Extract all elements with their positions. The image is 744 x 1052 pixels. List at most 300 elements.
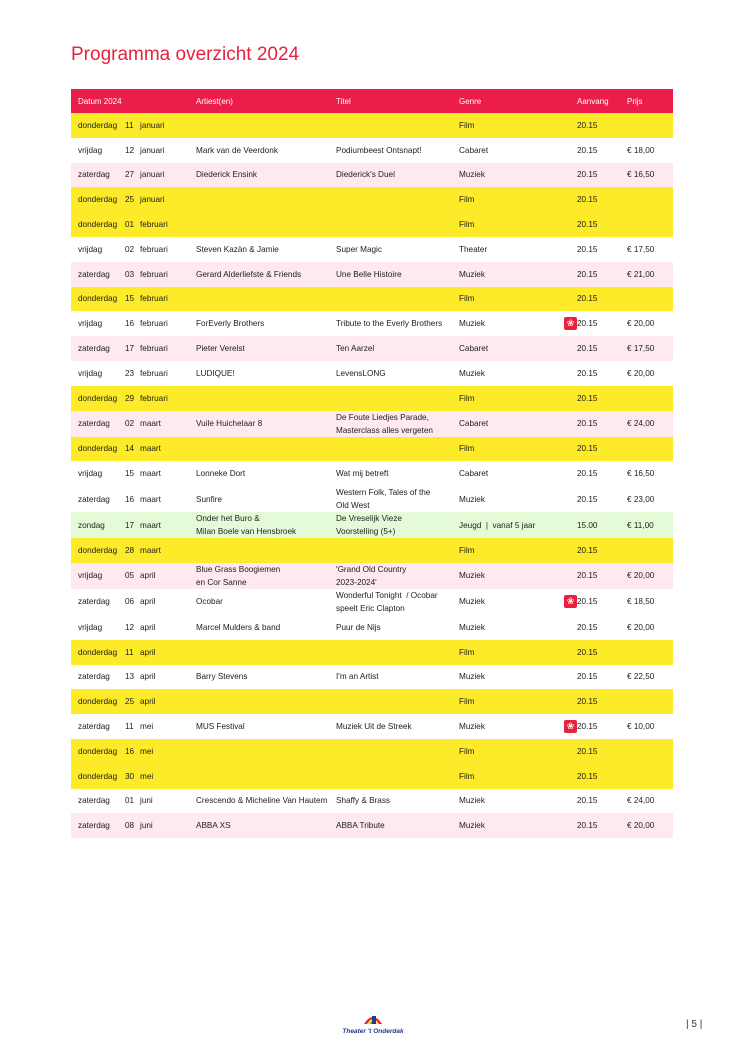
date-cell <box>71 739 189 764</box>
genre-cell: Muziek <box>459 672 485 682</box>
month-label: januari <box>140 145 165 155</box>
month-label: februari <box>140 294 168 304</box>
weekday-label: donderdag <box>78 546 118 556</box>
genre-cell: Muziek <box>459 821 485 831</box>
genre-cell: Muziek <box>459 597 485 607</box>
day-number: 25 <box>125 697 135 707</box>
badge-cell <box>557 640 570 665</box>
weekday-label: donderdag <box>78 771 118 781</box>
badge-cell <box>557 689 570 714</box>
time-cell: 20.15 <box>577 195 598 205</box>
artist-cell: LUDIQUE! <box>196 368 235 378</box>
genre-cell: Film <box>459 195 475 205</box>
date-cell <box>71 640 189 665</box>
title-cell: Wat mij betreft <box>336 469 389 479</box>
price-cell: € 18,50 <box>627 597 655 607</box>
artist-cell: ForEverly Brothers <box>196 319 265 329</box>
heart-badge-icon: ❀ <box>564 317 577 330</box>
badge-cell <box>557 163 570 188</box>
genre-cell: Film <box>459 746 475 756</box>
month-label: april <box>140 647 156 657</box>
day-number: 11 <box>125 722 134 732</box>
weekday-label: donderdag <box>78 120 118 130</box>
date-cell <box>71 437 189 462</box>
genre-cell: Film <box>459 220 475 230</box>
header-genre: Genre <box>459 96 482 106</box>
table-row <box>71 336 673 361</box>
price-cell <box>620 538 673 563</box>
time-cell: 20.15 <box>577 269 598 279</box>
badge-cell <box>557 386 570 411</box>
weekday-label: donderdag <box>78 697 118 707</box>
title-cell: Podiumbeest Ontsnapt! <box>336 145 422 155</box>
day-number: 30 <box>125 771 135 781</box>
badge-cell <box>557 461 570 486</box>
genre-cell: Muziek <box>459 571 485 581</box>
title-cell: ABBA Tribute <box>336 821 385 831</box>
title-cell <box>329 386 452 411</box>
weekday-label: zaterdag <box>78 672 110 682</box>
badge-cell <box>557 665 570 690</box>
day-number: 11 <box>125 120 134 130</box>
weekday-label: vrijdag <box>78 368 103 378</box>
day-number: 03 <box>125 269 135 279</box>
date-cell <box>71 386 189 411</box>
day-number: 29 <box>125 393 135 403</box>
artist-cell <box>189 689 329 714</box>
genre-cell: Muziek <box>459 269 485 279</box>
genre-cell: Film <box>459 120 475 130</box>
table-row <box>71 386 673 411</box>
genre-cell: Muziek <box>459 722 485 732</box>
header-date: Datum 2024 <box>78 96 122 106</box>
day-number: 05 <box>125 571 135 581</box>
genre-cell: Cabaret <box>459 145 489 155</box>
artist-cell <box>189 764 329 789</box>
month-label: maart <box>140 494 161 504</box>
time-cell: 20.15 <box>577 647 598 657</box>
month-label: januari <box>140 195 165 205</box>
weekday-label: zaterdag <box>78 170 110 180</box>
time-cell: 20.15 <box>577 546 598 556</box>
table-row <box>71 640 673 665</box>
weekday-label: zaterdag <box>78 494 110 504</box>
artist-cell: Crescendo & Micheline Van Hautem <box>196 796 328 806</box>
time-cell: 20.15 <box>577 796 598 806</box>
weekday-label: donderdag <box>78 294 118 304</box>
weekday-label: vrijdag <box>78 145 103 155</box>
day-number: 13 <box>125 672 135 682</box>
header-title: Titel <box>336 96 351 106</box>
day-number: 15 <box>125 469 135 479</box>
date-cell <box>71 163 189 188</box>
month-label: maart <box>140 520 161 530</box>
artist-cell <box>189 212 329 237</box>
genre-cell: Film <box>459 546 475 556</box>
badge-cell <box>557 262 570 287</box>
artist-cell: ABBA XS <box>196 821 231 831</box>
genre-cell: Film <box>459 771 475 781</box>
weekday-label: zaterdag <box>78 722 110 732</box>
genre-cell: Muziek <box>459 494 485 504</box>
title-cell: De Foute Liedjes Parade, Masterclass alles vergeten <box>336 412 433 435</box>
badge-cell <box>557 589 575 615</box>
badge-cell <box>557 512 570 538</box>
day-number: 15 <box>125 294 135 304</box>
table-row <box>71 538 673 563</box>
artist-cell: Mark van de Veerdonk <box>196 145 278 155</box>
price-cell: € 22,50 <box>627 672 655 682</box>
title-cell: Super Magic <box>336 244 382 254</box>
month-label: april <box>140 622 156 632</box>
genre-cell: Film <box>459 294 475 304</box>
weekday-label: donderdag <box>78 746 118 756</box>
time-cell: 20.15 <box>577 571 598 581</box>
header-price: Prijs <box>627 96 643 106</box>
time-cell: 20.15 <box>577 771 598 781</box>
title-cell: LevensLONG <box>336 368 386 378</box>
price-cell: € 18,00 <box>627 145 655 155</box>
table-row <box>71 764 673 789</box>
table-row <box>71 665 673 690</box>
artist-cell <box>189 187 329 212</box>
month-label: mei <box>140 746 154 756</box>
time-cell: 20.15 <box>577 672 598 682</box>
month-label: februari <box>140 368 168 378</box>
date-cell <box>71 665 189 690</box>
date-cell <box>71 237 189 262</box>
month-label: maart <box>140 444 161 454</box>
month-label: mei <box>140 722 154 732</box>
artist-cell <box>189 640 329 665</box>
table-row <box>71 411 673 437</box>
month-label: juni <box>140 821 153 831</box>
month-label: april <box>140 597 156 607</box>
price-cell: € 17,50 <box>627 344 655 354</box>
title-cell: De Vreselijk Vieze Voorstelling (5+) <box>336 514 402 537</box>
table-row <box>71 212 673 237</box>
title-cell <box>329 739 452 764</box>
title-cell: Puur de Nijs <box>336 622 381 632</box>
price-cell: € 17,50 <box>627 244 655 254</box>
price-cell: € 24,00 <box>627 419 655 429</box>
date-cell <box>71 138 189 163</box>
table-row <box>71 563 673 589</box>
date-cell <box>71 187 189 212</box>
date-cell <box>71 311 189 336</box>
month-label: maart <box>140 469 161 479</box>
artist-cell <box>189 386 329 411</box>
date-cell <box>71 486 189 512</box>
date-cell <box>71 538 189 563</box>
date-cell <box>71 212 189 237</box>
artist-cell <box>189 538 329 563</box>
time-cell: 20.15 <box>577 393 598 403</box>
month-label: februari <box>140 393 168 403</box>
title-cell: Western Folk, Tales of the Old West <box>336 488 431 511</box>
price-cell: € 20,00 <box>627 571 655 581</box>
day-number: 11 <box>125 647 134 657</box>
artist-cell <box>189 437 329 462</box>
badge-cell <box>557 615 570 640</box>
table-row <box>71 311 673 336</box>
date-cell <box>71 461 189 486</box>
table-row <box>71 361 673 386</box>
title-cell: Tribute to the Everly Brothers <box>336 319 443 329</box>
genre-cell: Film <box>459 393 475 403</box>
artist-cell: Diederick Ensink <box>196 170 257 180</box>
day-number: 17 <box>125 520 135 530</box>
badge-cell <box>557 212 570 237</box>
weekday-label: vrijdag <box>78 469 103 479</box>
weekday-label: zaterdag <box>78 796 110 806</box>
title-cell <box>329 187 452 212</box>
price-cell <box>620 113 673 138</box>
price-cell <box>620 640 673 665</box>
month-label: juni <box>140 796 153 806</box>
time-cell: 20.15 <box>577 120 598 130</box>
date-cell <box>71 615 189 640</box>
month-label: februari <box>140 269 168 279</box>
genre-cell: Muziek <box>459 368 485 378</box>
price-cell <box>620 764 673 789</box>
time-cell: 20.15 <box>577 170 598 180</box>
heart-badge-icon: ❀ <box>564 720 577 733</box>
badge-cell <box>557 764 570 789</box>
genre-cell: Cabaret <box>459 469 489 479</box>
price-cell <box>620 212 673 237</box>
month-label: februari <box>140 220 168 230</box>
table-row <box>71 113 673 138</box>
artist-cell: Gerard Alderliefste & Friends <box>196 269 302 279</box>
artist-cell: Vuile Huichelaar 8 <box>196 419 263 429</box>
table-row <box>71 739 673 764</box>
header-time: Aanvang <box>577 96 609 106</box>
weekday-label: donderdag <box>78 195 118 205</box>
time-cell: 20.15 <box>577 294 598 304</box>
weekday-label: zaterdag <box>78 344 110 354</box>
genre-cell: Theater <box>459 244 488 254</box>
price-cell: € 20,00 <box>627 319 655 329</box>
badge-cell <box>557 336 570 361</box>
date-cell <box>71 714 189 739</box>
time-cell: 20.15 <box>577 319 598 329</box>
day-number: 23 <box>125 368 135 378</box>
artist-cell: Ocobar <box>196 597 223 607</box>
artist-cell: Steven Kazàn & Jamie <box>196 244 279 254</box>
badge-cell <box>557 311 575 336</box>
weekday-label: vrijdag <box>78 244 103 254</box>
price-cell: € 20,00 <box>627 821 655 831</box>
table-row <box>71 237 673 262</box>
date-cell <box>71 589 189 615</box>
price-cell: € 20,00 <box>627 368 655 378</box>
time-cell: 20.15 <box>577 622 598 632</box>
badge-cell <box>557 411 570 437</box>
artist-cell <box>189 287 329 312</box>
time-cell: 20.15 <box>577 368 598 378</box>
genre-cell: Muziek <box>459 796 485 806</box>
artist-cell: Sunfire <box>196 494 222 504</box>
table-row <box>71 461 673 486</box>
table-row <box>71 138 673 163</box>
artist-cell: Onder het Buro & Milan Boele van Hensbroek <box>196 514 297 537</box>
day-number: 14 <box>125 444 135 454</box>
price-cell: € 16,50 <box>627 469 655 479</box>
day-number: 16 <box>125 494 135 504</box>
table-row <box>71 262 673 287</box>
title-cell: Wonderful Tonight / Ocobar speelt Eric Clapton <box>336 590 438 613</box>
month-label: mei <box>140 771 154 781</box>
table-row <box>71 714 673 739</box>
weekday-label: donderdag <box>78 220 118 230</box>
time-cell: 20.15 <box>577 746 598 756</box>
weekday-label: vrijdag <box>78 319 103 329</box>
genre-cell: Film <box>459 647 475 657</box>
day-number: 06 <box>125 597 135 607</box>
title-cell: 'Grand Old Country 2023-2024' <box>336 564 407 587</box>
table-row <box>71 589 673 615</box>
month-label: april <box>140 672 156 682</box>
header-icon <box>557 89 570 113</box>
day-number: 02 <box>125 244 135 254</box>
price-cell: € 11,00 <box>627 520 654 530</box>
weekday-label: zondag <box>78 520 105 530</box>
table-row <box>71 689 673 714</box>
genre-cell: Muziek <box>459 319 485 329</box>
time-cell: 15.00 <box>577 520 598 530</box>
weekday-label: zaterdag <box>78 597 110 607</box>
date-cell <box>71 287 189 312</box>
badge-cell <box>557 538 570 563</box>
price-cell <box>620 739 673 764</box>
price-cell: € 21,00 <box>627 269 655 279</box>
time-cell: 20.15 <box>577 220 598 230</box>
weekday-label: donderdag <box>78 393 118 403</box>
day-number: 12 <box>125 622 135 632</box>
genre-cell: Jeugd | vanaf 5 jaar <box>459 520 536 530</box>
date-cell <box>71 336 189 361</box>
table-row <box>71 437 673 462</box>
time-cell: 20.15 <box>577 469 598 479</box>
title-cell <box>329 287 452 312</box>
title-cell: Ten Aarzel <box>336 344 375 354</box>
artist-cell <box>189 739 329 764</box>
title-cell <box>329 764 452 789</box>
month-label: februari <box>140 319 168 329</box>
page-number: | 5 | <box>686 1019 703 1030</box>
badge-cell <box>557 739 570 764</box>
day-number: 27 <box>125 170 135 180</box>
time-cell: 20.15 <box>577 494 598 504</box>
month-label: april <box>140 571 156 581</box>
artist-cell: MUS Festival <box>196 722 245 732</box>
title-cell: Diederick's Duel <box>336 170 395 180</box>
price-cell <box>620 689 673 714</box>
badge-cell <box>557 714 575 739</box>
month-label: januari <box>140 170 165 180</box>
genre-cell: Film <box>459 697 475 707</box>
artist-cell <box>189 113 329 138</box>
title-cell: Une Belle Histoire <box>336 269 402 279</box>
genre-cell: Muziek <box>459 622 485 632</box>
date-cell <box>71 113 189 138</box>
price-cell: € 23,00 <box>627 494 655 504</box>
weekday-label: zaterdag <box>78 269 110 279</box>
title-cell <box>329 689 452 714</box>
title-cell <box>329 113 452 138</box>
title-cell <box>329 640 452 665</box>
price-cell <box>620 386 673 411</box>
table-row <box>71 615 673 640</box>
badge-cell <box>557 486 570 512</box>
artist-cell: Lonneke Dort <box>196 469 246 479</box>
genre-cell: Muziek <box>459 170 485 180</box>
title-cell <box>329 212 452 237</box>
badge-cell <box>557 113 570 138</box>
table-row <box>71 789 673 814</box>
time-cell: 20.15 <box>577 419 598 429</box>
weekday-label: donderdag <box>78 647 118 657</box>
artist-cell: Barry Stevens <box>196 672 248 682</box>
price-cell <box>620 187 673 212</box>
day-number: 17 <box>125 344 135 354</box>
day-number: 02 <box>125 419 135 429</box>
genre-cell: Film <box>459 444 475 454</box>
time-cell: 20.15 <box>577 444 598 454</box>
genre-cell: Cabaret <box>459 419 489 429</box>
theater-logo-icon <box>342 1010 404 1030</box>
time-cell: 20.15 <box>577 722 598 732</box>
page-title: Programma overzicht 2024 <box>71 44 300 65</box>
time-cell: 20.15 <box>577 145 598 155</box>
month-label: maart <box>140 546 161 556</box>
day-number: 01 <box>125 796 135 806</box>
badge-cell <box>557 437 570 462</box>
program-table <box>71 89 673 838</box>
heart-badge-icon: ❀ <box>564 595 577 608</box>
table-row <box>71 486 673 512</box>
badge-cell <box>557 813 570 838</box>
title-cell: I'm an Artist <box>336 672 379 682</box>
day-number: 25 <box>125 195 135 205</box>
day-number: 28 <box>125 546 135 556</box>
day-number: 16 <box>125 746 135 756</box>
badge-cell <box>557 563 570 589</box>
table-row <box>71 163 673 188</box>
time-cell: 20.15 <box>577 244 598 254</box>
table-row <box>71 187 673 212</box>
table-header-row <box>71 89 673 113</box>
artist-cell: Blue Grass Boogiemen en Cor Sanne <box>196 564 281 587</box>
month-label: februari <box>140 344 168 354</box>
badge-cell <box>557 789 570 814</box>
header-artist: Artiest(en) <box>196 96 233 106</box>
day-number: 01 <box>125 220 135 230</box>
day-number: 16 <box>125 319 135 329</box>
badge-cell <box>557 138 570 163</box>
date-cell <box>71 789 189 814</box>
title-cell: Shaffy & Brass <box>336 796 391 806</box>
logo-text: Theater 't Onderdak <box>342 1028 404 1035</box>
month-label: januari <box>140 120 165 130</box>
date-cell <box>71 512 189 538</box>
day-number: 12 <box>125 145 135 155</box>
genre-cell: Cabaret <box>459 344 489 354</box>
date-cell <box>71 563 189 589</box>
date-cell <box>71 411 189 437</box>
weekday-label: donderdag <box>78 444 118 454</box>
